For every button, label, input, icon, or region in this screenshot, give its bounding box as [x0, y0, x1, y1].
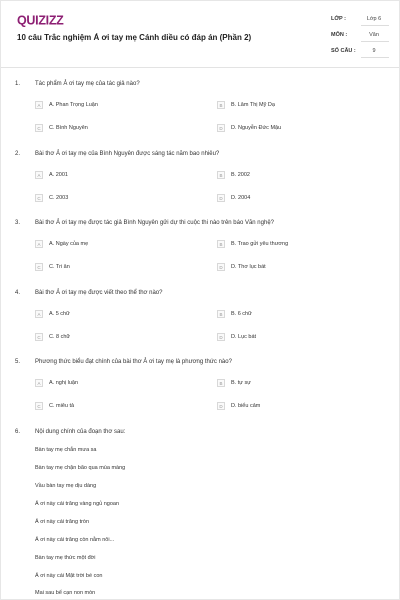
option-letter-box: D — [217, 402, 225, 410]
option-b[interactable] — [217, 308, 252, 320]
option-text: C. Tri ân — [49, 264, 70, 270]
question-text: Bài thơ Ả ơi tay mẹ được viết theo thể thơ nào? — [35, 290, 163, 296]
meta-underline — [361, 25, 389, 26]
option-c[interactable] — [35, 331, 70, 343]
option-text: A. 2001 — [49, 172, 68, 178]
question-text: Nội dung chính của đoạn thơ sau: — [35, 429, 126, 435]
option-text: D. biểu cảm — [231, 403, 261, 409]
option-letter-box: A — [35, 310, 43, 318]
option-text: A. nghị luận — [49, 380, 79, 386]
option-text: A. Phan Trọng Luận — [49, 102, 98, 108]
option-letter-box: A — [35, 101, 43, 109]
meta-label: MÔN : — [331, 32, 348, 38]
question-text: Phương thức biểu đạt chính của bài thơ Ả ơi tay mẹ là phương thức nào? — [35, 359, 232, 365]
option-c[interactable] — [35, 400, 74, 412]
option-b[interactable] — [217, 99, 275, 111]
option-text: D. 2004 — [231, 195, 251, 201]
question-text: Tác phẩm Ả ơi tay mẹ của tác giả nào? — [35, 81, 140, 87]
option-text: A. Ngày của mẹ — [49, 241, 89, 247]
meta-underline — [361, 41, 389, 42]
option-letter-box: C — [35, 333, 43, 341]
poem-line: Ả ơi này cái Mặt trời bé con — [35, 573, 103, 579]
option-letter-box: C — [35, 194, 43, 202]
option-b[interactable] — [217, 238, 288, 250]
option-c[interactable] — [35, 122, 88, 134]
meta-row-count — [331, 45, 389, 61]
poem-line: Ả ơi này cái trăng còn nằm nôi... — [35, 537, 115, 543]
option-letter-box: B — [217, 310, 225, 318]
option-letter-box: C — [35, 263, 43, 271]
option-text: A. 5 chữ — [49, 311, 70, 317]
poem-line: Bàn tay mẹ thức một đời — [35, 555, 96, 561]
question-number: 2. — [15, 151, 21, 157]
option-a[interactable] — [35, 377, 78, 389]
poem-line: Bàn tay mẹ chắn mưa sa — [35, 447, 97, 453]
meta-label: SỐ CÂU : — [331, 48, 356, 54]
poem-line: Mai sau bể cạn non mòn — [35, 590, 96, 596]
meta-row-subject — [331, 29, 389, 45]
meta-row-grade — [331, 13, 389, 29]
option-letter-box: D — [217, 124, 225, 132]
option-letter-box: D — [217, 194, 225, 202]
quizizz-logo — [17, 13, 75, 27]
option-d[interactable] — [217, 400, 260, 412]
option-letter-box: D — [217, 263, 225, 271]
worksheet-title: 10 câu Trắc nghiệm Ả ơi tay mẹ Cánh diều có đáp án (Phần 2) — [17, 33, 252, 42]
option-text: C. 8 chữ — [49, 334, 71, 340]
worksheet-header — [1, 1, 400, 65]
option-d[interactable] — [217, 331, 256, 343]
option-text: C. Bình Nguyên — [49, 125, 88, 131]
option-text: D. Lục bát — [231, 334, 257, 340]
option-a[interactable] — [35, 308, 70, 320]
header-divider — [1, 67, 400, 68]
question-number: 3. — [15, 220, 21, 226]
option-b[interactable] — [217, 169, 250, 181]
option-text: C. miêu tả — [49, 403, 75, 409]
meta-value: Lớp 6 — [366, 16, 382, 22]
option-d[interactable] — [217, 261, 266, 273]
option-text: D. Nguyễn Đức Mậu — [231, 125, 282, 131]
poem-line: Bàn tay mẹ chặn bão qua mùa màng — [35, 465, 126, 471]
question-number: 5. — [15, 359, 21, 365]
question-number: 6. — [15, 429, 21, 435]
option-letter-box: B — [217, 379, 225, 387]
svg-text:QUIZIZZ: QUIZIZZ — [17, 13, 64, 27]
option-letter-box: B — [217, 240, 225, 248]
question-text: Bài thơ Ả ơi tay mẹ được tác giả Bình Nguyên gửi dự thi cuộc thi nào trên báo Văn nghệ? — [35, 220, 274, 226]
poem-line: Ả ơi này cái trăng vàng ngủ ngoan — [35, 501, 120, 507]
option-a[interactable] — [35, 99, 98, 111]
question-text: Bài thơ Ả ơi tay mẹ của Bình Nguyên được sáng tác năm bao nhiêu? — [35, 151, 220, 157]
option-letter-box: B — [217, 101, 225, 109]
option-letter-box: A — [35, 379, 43, 387]
meta-underline — [361, 57, 389, 58]
option-text: B. Lâm Thị Mỹ Dạ — [231, 102, 275, 108]
question-number: 1. — [15, 81, 21, 87]
poem-line: Ả ơi này cái trăng tròn — [35, 519, 90, 525]
poem-line: Vầu bàn tay mẹ dịu dàng — [35, 483, 97, 489]
option-text: B. 6 chữ — [231, 311, 252, 317]
option-letter-box: C — [35, 402, 43, 410]
option-letter-box: A — [35, 240, 43, 248]
option-d[interactable] — [217, 122, 281, 134]
option-b[interactable] — [217, 377, 251, 389]
quizizz-logo-mark — [17, 13, 75, 27]
meta-value: 9 — [372, 48, 376, 54]
option-letter-box: B — [217, 171, 225, 179]
question-number: 4. — [15, 290, 21, 296]
option-text: B. tự sự — [231, 380, 251, 386]
option-c[interactable] — [35, 261, 70, 273]
option-a[interactable] — [35, 169, 68, 181]
option-text: C. 2003 — [49, 195, 69, 201]
meta-value: Văn — [369, 32, 379, 38]
worksheet-meta — [331, 13, 389, 61]
option-text: B. Trao gửi yêu thương — [231, 241, 289, 247]
option-text: B. 2002 — [231, 172, 250, 178]
option-letter-box: C — [35, 124, 43, 132]
option-letter-box: A — [35, 171, 43, 179]
option-a[interactable] — [35, 238, 88, 250]
option-text: D. Thơ lục bát — [231, 264, 266, 270]
option-c[interactable] — [35, 192, 68, 204]
option-letter-box: D — [217, 333, 225, 341]
option-d[interactable] — [217, 192, 250, 204]
meta-label: LỚP : — [331, 16, 346, 22]
